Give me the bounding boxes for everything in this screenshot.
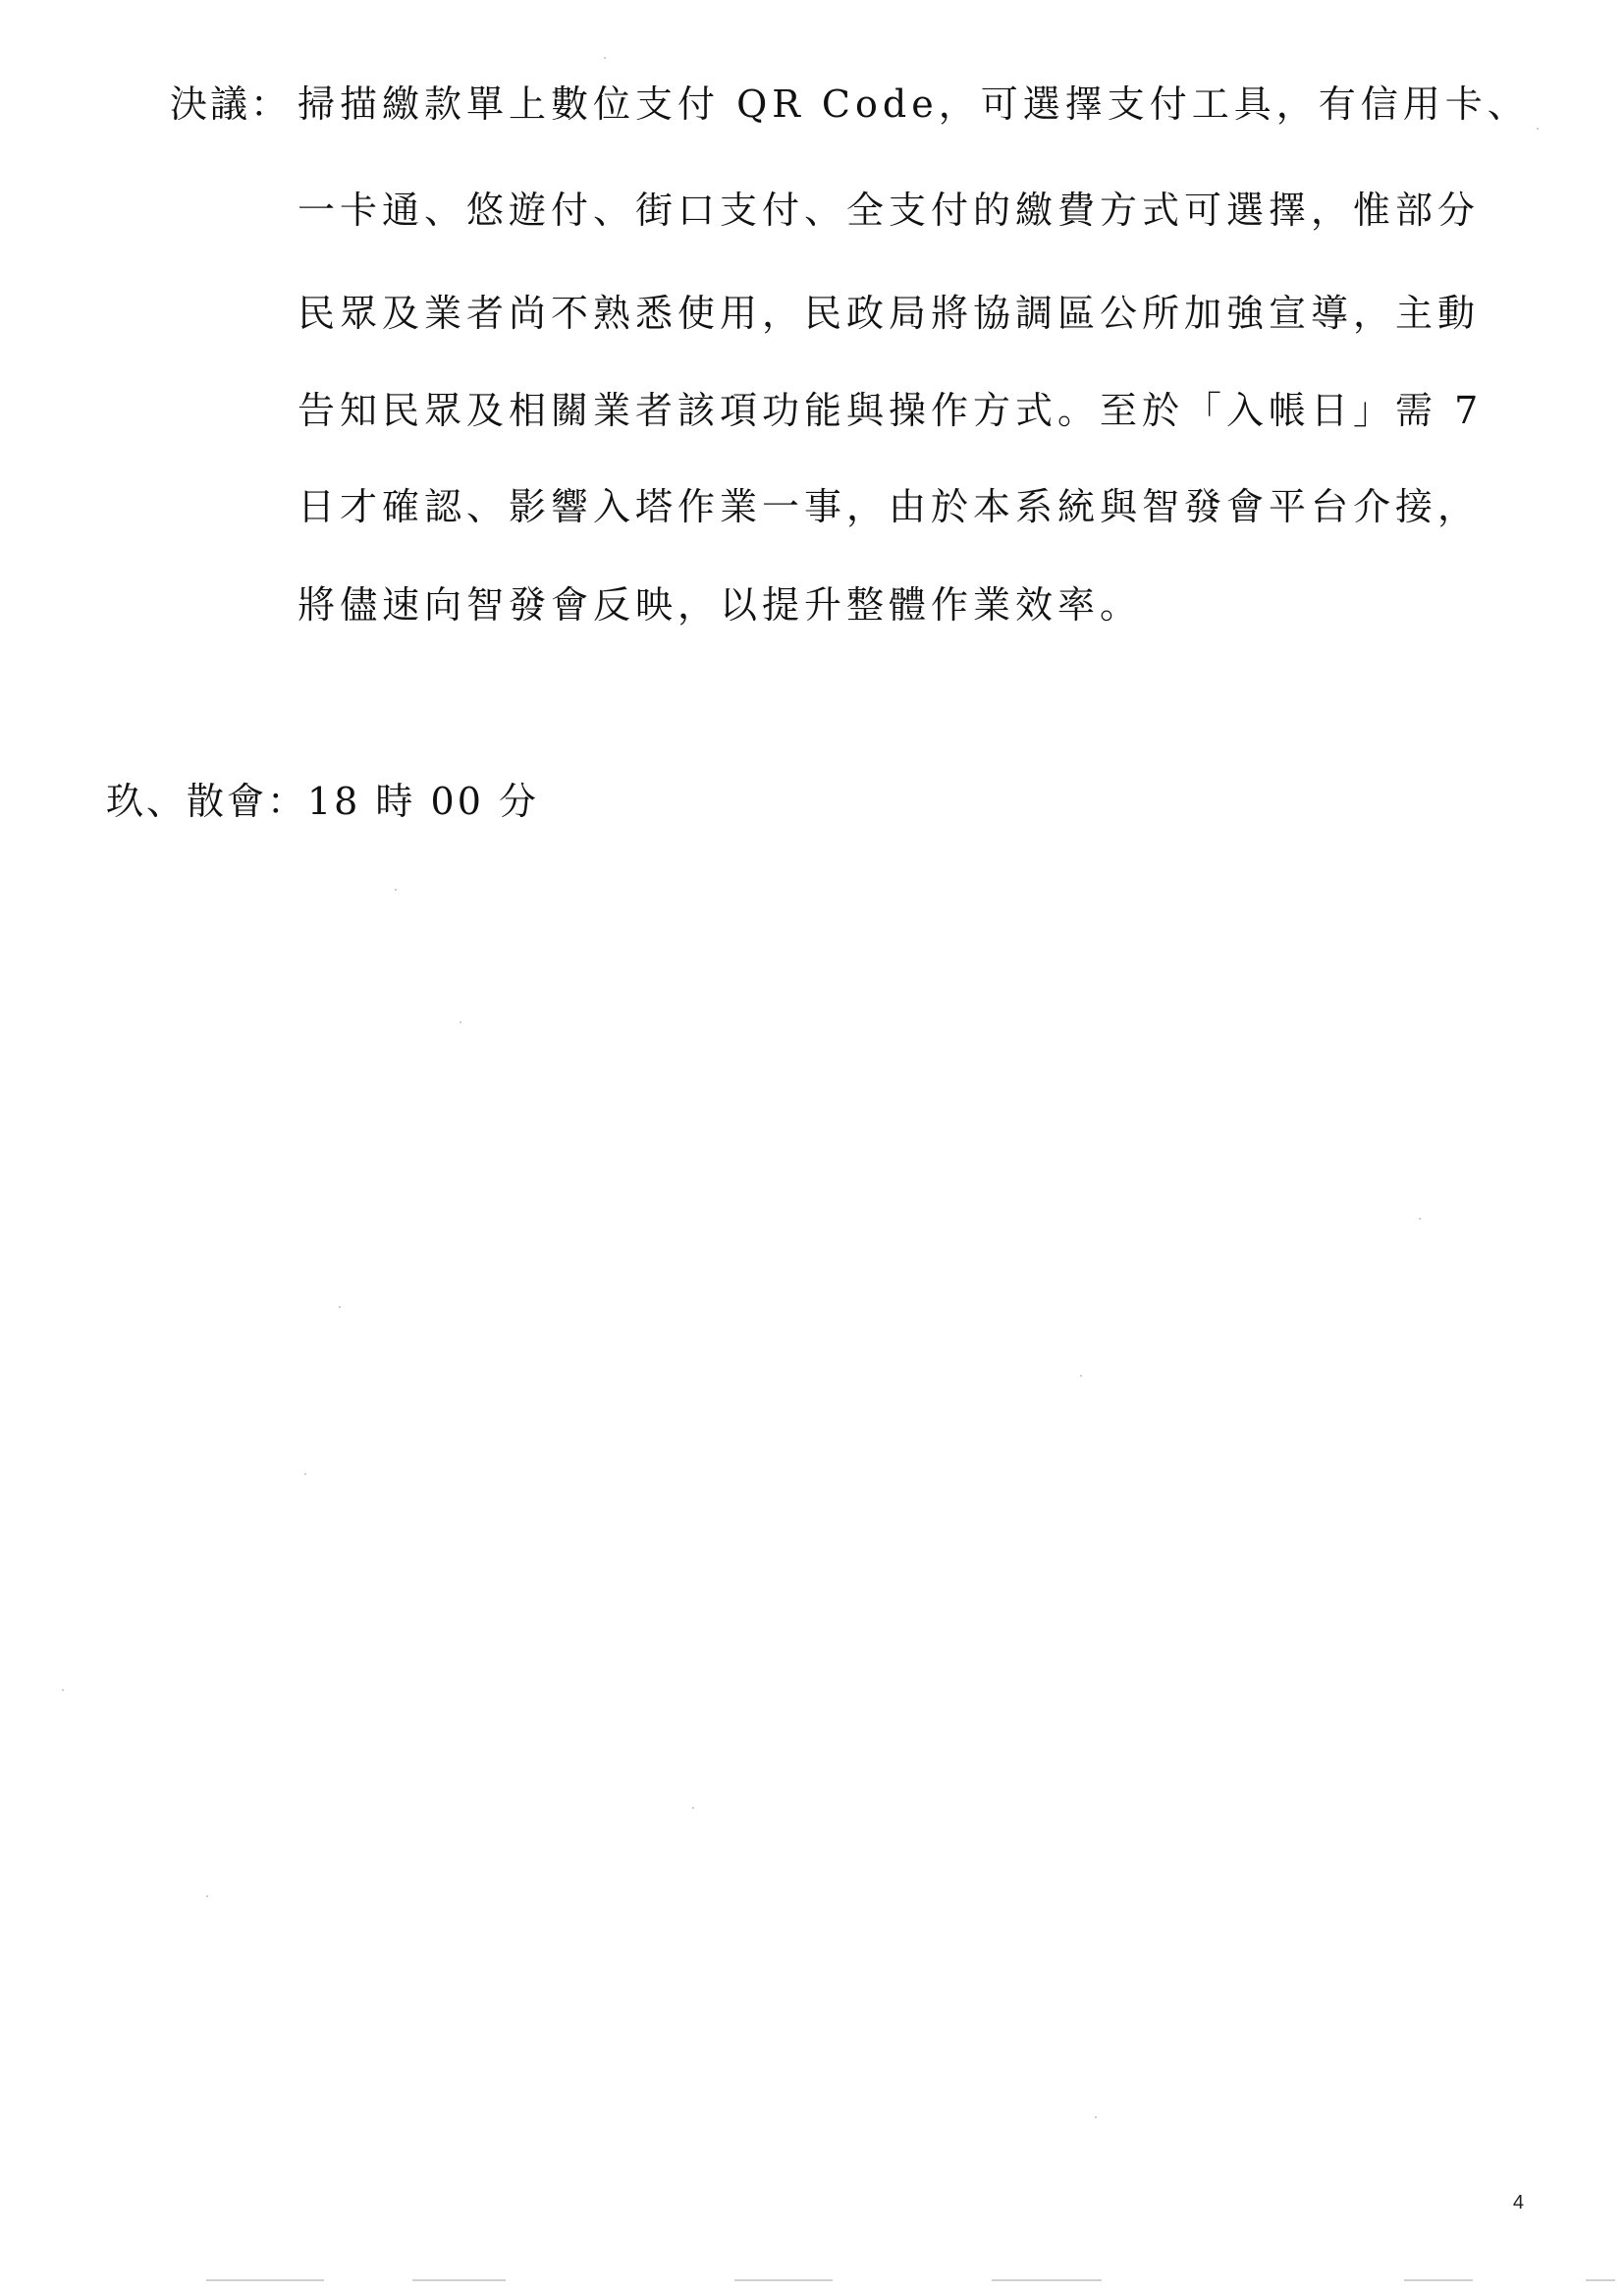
scan-speck: [339, 1306, 341, 1308]
footer-rule: [1586, 2279, 1615, 2281]
scan-speck: [1080, 1375, 1082, 1377]
footer-rule: [1404, 2279, 1473, 2281]
page-number: 4: [1512, 2192, 1524, 2213]
resolution-label: 決議：: [170, 82, 292, 126]
scan-speck: [1537, 128, 1539, 130]
scan-speck: [460, 1021, 461, 1023]
footer-rule: [206, 2279, 324, 2281]
resolution-line: 一卡通、悠遊付、街口支付、全支付的繳費方式可選擇，惟部分: [298, 189, 1481, 232]
scan-speck: [1419, 1218, 1421, 1220]
scan-speck: [62, 1689, 64, 1691]
resolution-line: 日才確認、影響入塔作業一事，由於本系統與智發會平台介接，: [298, 485, 1481, 528]
adjournment-line: 玖、散會：18 時 00 分: [106, 780, 539, 823]
footer-rule: [992, 2279, 1102, 2281]
resolution-line: 告知民眾及相關業者該項功能與操作方式。至於「入帳日」需 7: [298, 389, 1484, 432]
scan-speck: [1095, 2116, 1097, 2118]
resolution-line: 民眾及業者尚不熟悉使用，民政局將協調區公所加強宣導，主動: [298, 292, 1481, 335]
footer-rule: [734, 2279, 833, 2281]
resolution-line: 將儘速向智發會反映，以提升整體作業效率。: [298, 583, 1143, 627]
scan-speck: [206, 1895, 208, 1897]
scan-speck: [304, 1473, 306, 1475]
scan-speck: [395, 889, 397, 891]
scan-speck: [692, 1807, 694, 1809]
footer-rule: [412, 2279, 506, 2281]
resolution-line: 掃描繳款單上數位支付 QR Code，可選擇支付工具，有信用卡、: [298, 82, 1530, 126]
scan-speck: [604, 57, 606, 59]
